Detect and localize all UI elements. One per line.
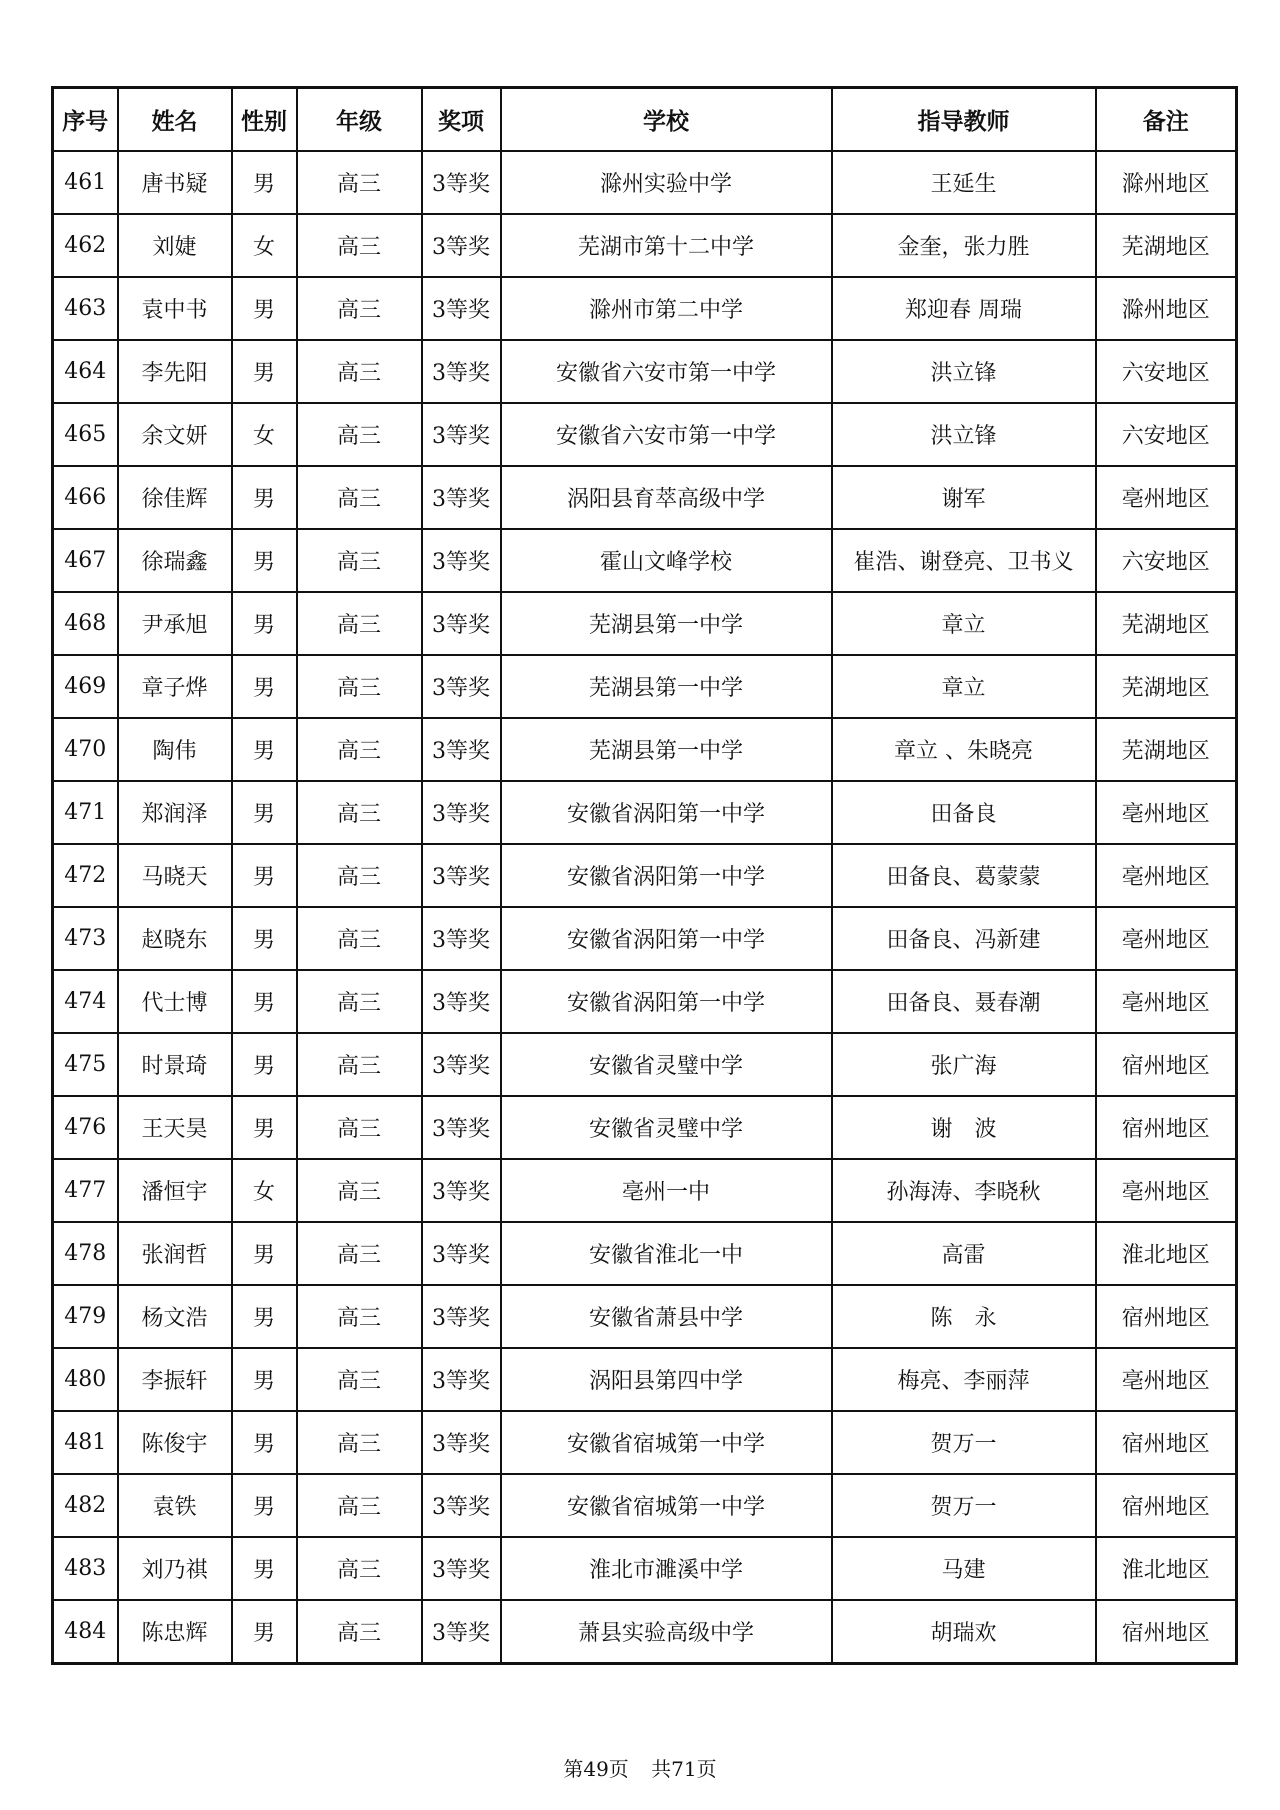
cell-school: 滁州市第二中学 <box>501 277 832 340</box>
cell-teacher: 洪立锋 <box>832 403 1096 466</box>
table-row <box>53 592 1237 655</box>
table-row <box>53 1096 1237 1159</box>
cell-remark: 六安地区 <box>1096 529 1237 592</box>
cell-school: 安徽省灵璧中学 <box>501 1096 832 1159</box>
cell-grade: 高三 <box>297 466 422 529</box>
cell-award: 3等奖 <box>422 781 501 844</box>
cell-remark: 六安地区 <box>1096 340 1237 403</box>
header-name: 姓名 <box>118 88 232 152</box>
cell-school: 安徽省涡阳第一中学 <box>501 781 832 844</box>
cell-seq: 470 <box>53 718 118 781</box>
cell-seq: 475 <box>53 1033 118 1096</box>
cell-award: 3等奖 <box>422 592 501 655</box>
cell-seq: 478 <box>53 1222 118 1285</box>
cell-gender: 男 <box>232 718 297 781</box>
table-row <box>53 1285 1237 1348</box>
cell-name: 代士博 <box>118 970 232 1033</box>
table-row <box>53 1348 1237 1411</box>
cell-grade: 高三 <box>297 1033 422 1096</box>
table-row <box>53 1411 1237 1474</box>
cell-teacher: 洪立锋 <box>832 340 1096 403</box>
table-row <box>53 340 1237 403</box>
cell-teacher: 郑迎春 周瑞 <box>832 277 1096 340</box>
cell-teacher: 谢军 <box>832 466 1096 529</box>
cell-gender: 男 <box>232 1474 297 1537</box>
cell-remark: 芜湖地区 <box>1096 718 1237 781</box>
cell-gender: 男 <box>232 781 297 844</box>
cell-name: 郑润泽 <box>118 781 232 844</box>
cell-seq: 467 <box>53 529 118 592</box>
cell-teacher: 贺万一 <box>832 1411 1096 1474</box>
cell-remark: 宿州地区 <box>1096 1411 1237 1474</box>
table-row <box>53 529 1237 592</box>
cell-gender: 男 <box>232 1600 297 1664</box>
cell-remark: 滁州地区 <box>1096 277 1237 340</box>
cell-gender: 男 <box>232 907 297 970</box>
table-row <box>53 1159 1237 1222</box>
cell-seq: 473 <box>53 907 118 970</box>
cell-name: 尹承旭 <box>118 592 232 655</box>
cell-school: 芜湖市第十二中学 <box>501 214 832 277</box>
header-teacher: 指导教师 <box>832 88 1096 152</box>
cell-school: 芜湖县第一中学 <box>501 655 832 718</box>
table-row <box>53 1033 1237 1096</box>
cell-seq: 466 <box>53 466 118 529</box>
cell-gender: 女 <box>232 1159 297 1222</box>
cell-school: 涡阳县育萃高级中学 <box>501 466 832 529</box>
cell-teacher: 陈 永 <box>832 1285 1096 1348</box>
cell-award: 3等奖 <box>422 340 501 403</box>
table-row <box>53 907 1237 970</box>
header-gender: 性别 <box>232 88 297 152</box>
cell-teacher: 田备良、冯新建 <box>832 907 1096 970</box>
cell-seq: 484 <box>53 1600 118 1664</box>
cell-school: 霍山文峰学校 <box>501 529 832 592</box>
cell-award: 3等奖 <box>422 1285 501 1348</box>
header-row <box>53 88 1237 152</box>
cell-award: 3等奖 <box>422 529 501 592</box>
cell-name: 陈俊宇 <box>118 1411 232 1474</box>
cell-teacher: 张广海 <box>832 1033 1096 1096</box>
cell-gender: 男 <box>232 1222 297 1285</box>
cell-seq: 481 <box>53 1411 118 1474</box>
cell-gender: 男 <box>232 466 297 529</box>
cell-school: 安徽省宿城第一中学 <box>501 1474 832 1537</box>
cell-gender: 男 <box>232 277 297 340</box>
cell-grade: 高三 <box>297 403 422 466</box>
table-row <box>53 214 1237 277</box>
cell-grade: 高三 <box>297 655 422 718</box>
cell-grade: 高三 <box>297 1348 422 1411</box>
cell-gender: 男 <box>232 1537 297 1600</box>
cell-grade: 高三 <box>297 781 422 844</box>
table-row <box>53 844 1237 907</box>
page-number: 第49页 <box>563 1757 629 1781</box>
cell-gender: 男 <box>232 592 297 655</box>
cell-seq: 471 <box>53 781 118 844</box>
cell-name: 张润哲 <box>118 1222 232 1285</box>
cell-gender: 男 <box>232 844 297 907</box>
cell-name: 余文妍 <box>118 403 232 466</box>
cell-remark: 亳州地区 <box>1096 1348 1237 1411</box>
awards-table <box>51 86 1238 1665</box>
cell-award: 3等奖 <box>422 1411 501 1474</box>
table-row <box>53 970 1237 1033</box>
cell-remark: 亳州地区 <box>1096 1159 1237 1222</box>
cell-teacher: 章立 、朱晓亮 <box>832 718 1096 781</box>
cell-seq: 480 <box>53 1348 118 1411</box>
cell-award: 3等奖 <box>422 1600 501 1664</box>
cell-grade: 高三 <box>297 277 422 340</box>
cell-school: 涡阳县第四中学 <box>501 1348 832 1411</box>
cell-remark: 亳州地区 <box>1096 970 1237 1033</box>
cell-grade: 高三 <box>297 718 422 781</box>
cell-seq: 474 <box>53 970 118 1033</box>
cell-seq: 462 <box>53 214 118 277</box>
cell-seq: 477 <box>53 1159 118 1222</box>
cell-grade: 高三 <box>297 1159 422 1222</box>
cell-school: 安徽省涡阳第一中学 <box>501 907 832 970</box>
cell-teacher: 马建 <box>832 1537 1096 1600</box>
cell-remark: 宿州地区 <box>1096 1474 1237 1537</box>
cell-remark: 亳州地区 <box>1096 781 1237 844</box>
cell-remark: 宿州地区 <box>1096 1600 1237 1664</box>
cell-teacher: 金奎，张力胜 <box>832 214 1096 277</box>
cell-name: 李振轩 <box>118 1348 232 1411</box>
table-row <box>53 466 1237 529</box>
cell-remark: 亳州地区 <box>1096 844 1237 907</box>
cell-name: 赵晓东 <box>118 907 232 970</box>
cell-seq: 468 <box>53 592 118 655</box>
cell-gender: 男 <box>232 1411 297 1474</box>
cell-grade: 高三 <box>297 1474 422 1537</box>
cell-award: 3等奖 <box>422 1096 501 1159</box>
cell-name: 潘恒宇 <box>118 1159 232 1222</box>
cell-remark: 芜湖地区 <box>1096 655 1237 718</box>
cell-award: 3等奖 <box>422 1222 501 1285</box>
cell-remark: 亳州地区 <box>1096 907 1237 970</box>
header-grade: 年级 <box>297 88 422 152</box>
cell-award: 3等奖 <box>422 970 501 1033</box>
cell-grade: 高三 <box>297 214 422 277</box>
cell-name: 马晓天 <box>118 844 232 907</box>
cell-grade: 高三 <box>297 1096 422 1159</box>
cell-seq: 482 <box>53 1474 118 1537</box>
table-row <box>53 718 1237 781</box>
table-row <box>53 1537 1237 1600</box>
cell-teacher: 梅亮、李丽萍 <box>832 1348 1096 1411</box>
cell-grade: 高三 <box>297 592 422 655</box>
cell-seq: 479 <box>53 1285 118 1348</box>
cell-grade: 高三 <box>297 1411 422 1474</box>
cell-grade: 高三 <box>297 1222 422 1285</box>
table-row <box>53 277 1237 340</box>
cell-teacher: 高雷 <box>832 1222 1096 1285</box>
cell-award: 3等奖 <box>422 1159 501 1222</box>
table-row <box>53 1600 1237 1664</box>
cell-school: 安徽省六安市第一中学 <box>501 403 832 466</box>
cell-school: 安徽省萧县中学 <box>501 1285 832 1348</box>
cell-remark: 亳州地区 <box>1096 466 1237 529</box>
cell-teacher: 贺万一 <box>832 1474 1096 1537</box>
cell-name: 袁中书 <box>118 277 232 340</box>
cell-grade: 高三 <box>297 529 422 592</box>
cell-school: 安徽省六安市第一中学 <box>501 340 832 403</box>
cell-seq: 476 <box>53 1096 118 1159</box>
cell-name: 唐书疑 <box>118 151 232 214</box>
cell-school: 芜湖县第一中学 <box>501 718 832 781</box>
cell-award: 3等奖 <box>422 214 501 277</box>
table-row <box>53 655 1237 718</box>
cell-name: 陈忠辉 <box>118 1600 232 1664</box>
cell-remark: 淮北地区 <box>1096 1537 1237 1600</box>
cell-teacher: 崔浩、谢登亮、卫书义 <box>832 529 1096 592</box>
cell-name: 刘乃祺 <box>118 1537 232 1600</box>
cell-remark: 芜湖地区 <box>1096 214 1237 277</box>
cell-grade: 高三 <box>297 340 422 403</box>
cell-school: 安徽省涡阳第一中学 <box>501 970 832 1033</box>
cell-name: 陶伟 <box>118 718 232 781</box>
cell-remark: 宿州地区 <box>1096 1285 1237 1348</box>
cell-teacher: 孙海涛、李晓秋 <box>832 1159 1096 1222</box>
cell-seq: 483 <box>53 1537 118 1600</box>
cell-gender: 女 <box>232 403 297 466</box>
cell-award: 3等奖 <box>422 1537 501 1600</box>
cell-teacher: 王延生 <box>832 151 1096 214</box>
cell-gender: 男 <box>232 340 297 403</box>
page-total: 共71页 <box>651 1757 717 1781</box>
cell-award: 3等奖 <box>422 718 501 781</box>
page-footer <box>0 1753 1280 1782</box>
cell-teacher: 田备良、葛蒙蒙 <box>832 844 1096 907</box>
cell-award: 3等奖 <box>422 844 501 907</box>
cell-teacher: 章立 <box>832 655 1096 718</box>
cell-teacher: 田备良 <box>832 781 1096 844</box>
cell-name: 时景琦 <box>118 1033 232 1096</box>
cell-teacher: 章立 <box>832 592 1096 655</box>
cell-remark: 淮北地区 <box>1096 1222 1237 1285</box>
cell-grade: 高三 <box>297 1537 422 1600</box>
cell-remark: 滁州地区 <box>1096 151 1237 214</box>
cell-name: 袁铁 <box>118 1474 232 1537</box>
cell-seq: 463 <box>53 277 118 340</box>
table-row <box>53 403 1237 466</box>
cell-award: 3等奖 <box>422 277 501 340</box>
header-seq: 序号 <box>53 88 118 152</box>
table-row <box>53 1474 1237 1537</box>
cell-seq: 472 <box>53 844 118 907</box>
cell-seq: 465 <box>53 403 118 466</box>
cell-remark: 宿州地区 <box>1096 1096 1237 1159</box>
cell-award: 3等奖 <box>422 1033 501 1096</box>
table-row <box>53 781 1237 844</box>
cell-seq: 461 <box>53 151 118 214</box>
header-remark: 备注 <box>1096 88 1237 152</box>
cell-gender: 男 <box>232 529 297 592</box>
cell-grade: 高三 <box>297 844 422 907</box>
table-row <box>53 1222 1237 1285</box>
cell-award: 3等奖 <box>422 466 501 529</box>
table-row <box>53 151 1237 214</box>
cell-remark: 宿州地区 <box>1096 1033 1237 1096</box>
cell-name: 章子烨 <box>118 655 232 718</box>
cell-school: 安徽省淮北一中 <box>501 1222 832 1285</box>
cell-gender: 男 <box>232 655 297 718</box>
cell-name: 徐佳辉 <box>118 466 232 529</box>
header-school: 学校 <box>501 88 832 152</box>
cell-seq: 469 <box>53 655 118 718</box>
cell-gender: 女 <box>232 214 297 277</box>
cell-seq: 464 <box>53 340 118 403</box>
cell-school: 安徽省灵璧中学 <box>501 1033 832 1096</box>
cell-school: 安徽省宿城第一中学 <box>501 1411 832 1474</box>
cell-school: 芜湖县第一中学 <box>501 592 832 655</box>
cell-gender: 男 <box>232 1285 297 1348</box>
cell-gender: 男 <box>232 970 297 1033</box>
cell-gender: 男 <box>232 1348 297 1411</box>
header-award: 奖项 <box>422 88 501 152</box>
cell-name: 杨文浩 <box>118 1285 232 1348</box>
cell-award: 3等奖 <box>422 151 501 214</box>
cell-school: 滁州实验中学 <box>501 151 832 214</box>
cell-grade: 高三 <box>297 1600 422 1664</box>
cell-teacher: 田备良、聂春潮 <box>832 970 1096 1033</box>
cell-teacher: 胡瑞欢 <box>832 1600 1096 1664</box>
cell-teacher: 谢 波 <box>832 1096 1096 1159</box>
cell-name: 王天昊 <box>118 1096 232 1159</box>
cell-school: 亳州一中 <box>501 1159 832 1222</box>
cell-name: 李先阳 <box>118 340 232 403</box>
cell-grade: 高三 <box>297 970 422 1033</box>
cell-name: 刘婕 <box>118 214 232 277</box>
cell-grade: 高三 <box>297 151 422 214</box>
cell-grade: 高三 <box>297 1285 422 1348</box>
cell-gender: 男 <box>232 1096 297 1159</box>
cell-gender: 男 <box>232 1033 297 1096</box>
cell-remark: 六安地区 <box>1096 403 1237 466</box>
cell-gender: 男 <box>232 151 297 214</box>
cell-award: 3等奖 <box>422 907 501 970</box>
cell-school: 安徽省涡阳第一中学 <box>501 844 832 907</box>
cell-award: 3等奖 <box>422 1474 501 1537</box>
cell-award: 3等奖 <box>422 403 501 466</box>
cell-school: 萧县实验高级中学 <box>501 1600 832 1664</box>
cell-award: 3等奖 <box>422 655 501 718</box>
cell-name: 徐瑞鑫 <box>118 529 232 592</box>
cell-grade: 高三 <box>297 907 422 970</box>
cell-award: 3等奖 <box>422 1348 501 1411</box>
cell-school: 淮北市濉溪中学 <box>501 1537 832 1600</box>
cell-remark: 芜湖地区 <box>1096 592 1237 655</box>
